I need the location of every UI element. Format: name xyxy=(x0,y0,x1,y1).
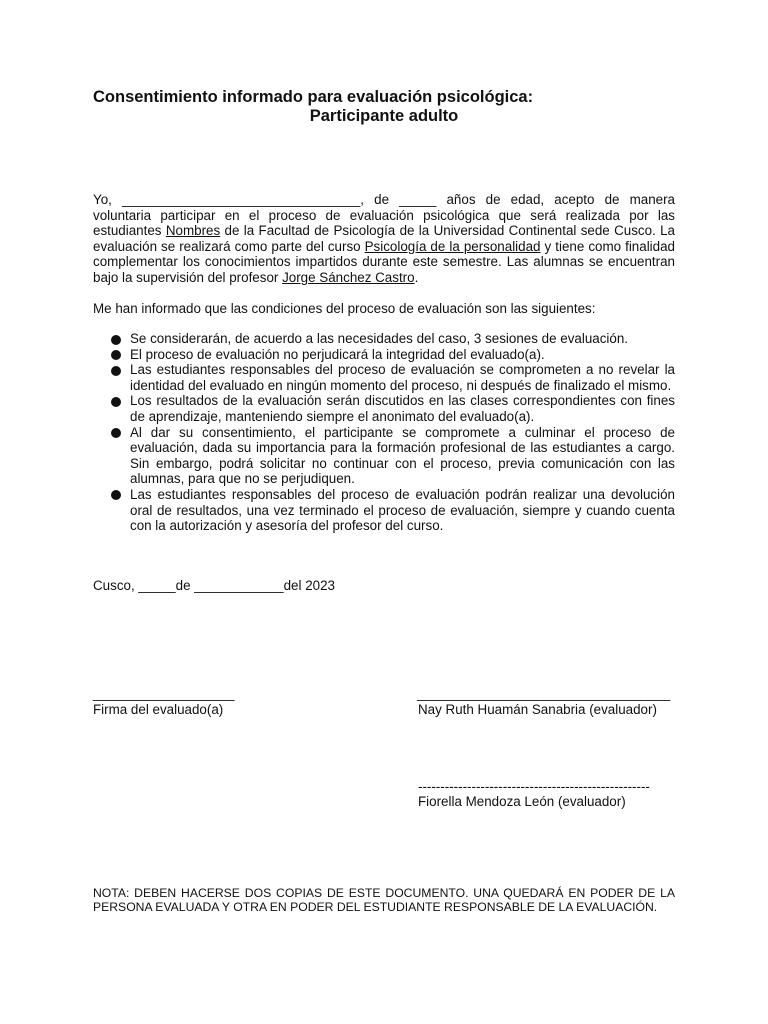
document-title xyxy=(93,88,675,126)
evaluator2-signature-line: ---------------------------------------------------- xyxy=(418,779,650,794)
conditions-intro: Me han informado que las condiciones del proceso de evaluación son las siguientes: xyxy=(93,301,596,316)
list-item xyxy=(93,362,675,393)
intro-part-4: . xyxy=(414,269,419,285)
intro-part-2: de la Facultad de Psicología de la Universidad Continental sede Cusco. La evaluación se realizará como parte del curso xyxy=(93,223,675,254)
list-item xyxy=(93,347,675,363)
title-line-1: Consentimiento informado para evaluación psicológica: xyxy=(93,88,534,106)
evaluee-signature-line: ___________________ xyxy=(93,686,235,701)
evaluator2-signature-label: Fiorella Mendoza León (evaluador) xyxy=(418,794,626,809)
condition-text: El proceso de evaluación no perjudicará la integridad del evaluado(a). xyxy=(130,346,545,362)
conditions-list xyxy=(93,331,675,534)
list-item xyxy=(93,487,675,534)
course-name: Psicología de la personalidad xyxy=(364,238,541,254)
date-line: Cusco, _____de ____________del 2023 xyxy=(93,578,335,593)
title-line-2: Participante adulto xyxy=(309,107,459,125)
copies-note: NOTA: DEBEN HACERSE DOS COPIAS DE ESTE DOCUMENTO. UNA QUEDARÁ EN PODER DE LA PERSONA EVALUADA Y OTRA EN PODER DEL ESTUDIANTE RESPONSABLE DE LA EVALUACIÓN. xyxy=(93,886,675,914)
evaluator1-signature-line: __________________________________ xyxy=(417,686,671,701)
intro-part-1: Yo, ________________________________, de _____ años de edad, acepto de manera voluntaria participar en el proceso de evaluación psicológica que será realizada por las estudiantes xyxy=(93,192,675,239)
evaluee-signature-label: Firma del evaluado(a) xyxy=(93,702,224,717)
bullet-icon xyxy=(111,428,121,438)
list-item xyxy=(93,393,675,424)
condition-text: Los resultados de la evaluación serán discutidos en las clases correspondientes con fines de aprendizaje, manteniendo siempre el anonimato del evaluado(a). xyxy=(130,393,675,424)
bullet-icon xyxy=(111,366,121,376)
bullet-icon xyxy=(111,490,121,500)
bullet-icon xyxy=(111,397,121,407)
students-name: Nombres xyxy=(165,223,221,239)
condition-text: Las estudiantes responsables del proceso de evaluación podrán realizar una devolución oral de resultados, una vez terminado el proceso de evaluación, siempre y cuando cuenta con la autorización y asesoría del profesor del curso. xyxy=(130,486,675,534)
condition-text: Al dar su consentimiento, el participante se compromete a culminar el proceso de evaluación, dada su importancia para la formación profesional de las estudiantes a cargo. Sin embargo, podrá solicitar no continuar con el proceso, previa comunicación con las alumnas, para que no se perjudiquen. xyxy=(130,424,675,487)
bullet-icon xyxy=(111,350,121,360)
evaluator1-signature-label: Nay Ruth Huamán Sanabria (evaluador) xyxy=(418,702,657,717)
condition-text: Las estudiantes responsables del proceso de evaluación se comprometen a no revelar la identidad del evaluado en ningún momento del proceso, ni después de finalizado el mismo. xyxy=(130,362,675,393)
list-item xyxy=(93,331,675,347)
intro-part-3: y tiene como finalidad complementar los conocimientos impartidos durante este semestre. Las alumnas se encuentran bajo la supervisión del profesor xyxy=(93,238,675,285)
intro-paragraph xyxy=(93,192,675,286)
professor-name: Jorge Sánchez Castro xyxy=(282,269,415,285)
bullet-icon xyxy=(111,335,121,345)
condition-text: Se considerarán, de acuerdo a las necesidades del caso, 3 sesiones de evaluación. xyxy=(130,331,629,346)
list-item xyxy=(93,425,675,487)
